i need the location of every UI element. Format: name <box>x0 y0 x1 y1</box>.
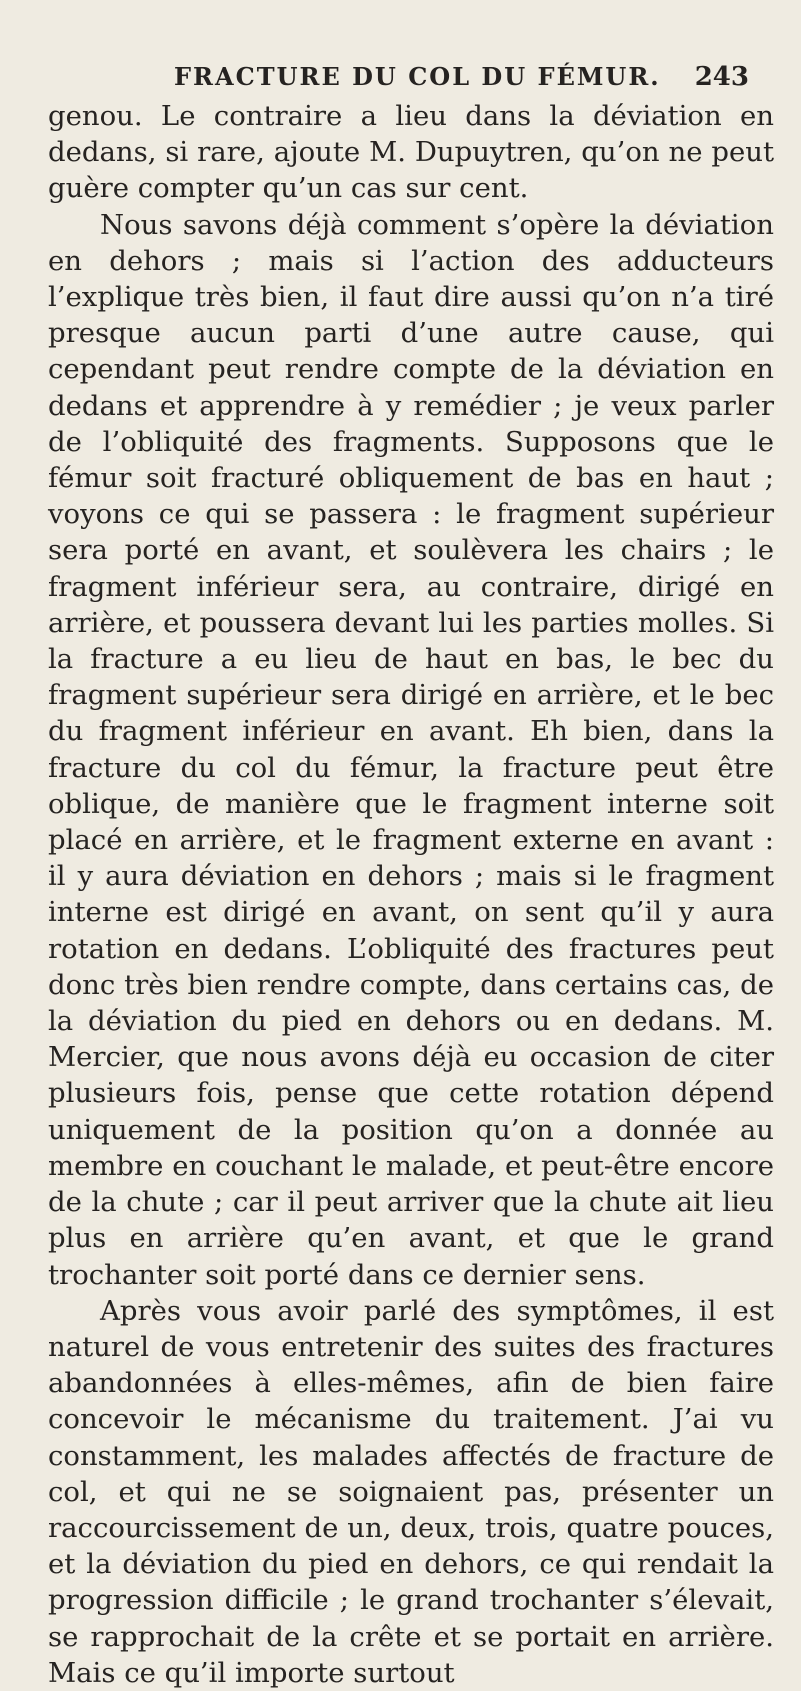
paragraph-continued: genou. Le contraire a lieu dans la déviation en dedans, si rare, ajoute M. Dupuytren, qu’on ne peut guère compter qu’un cas sur cent. <box>48 100 774 205</box>
running-head <box>0 62 801 98</box>
paragraph-obliquity: Nous savons déjà comment s’opère la déviation en dehors ; mais si l’action des adducteurs l’explique très bien, il faut dire aussi qu’on n’a tiré presque aucun parti d’une autre cause, qui cependant peut rendre compte de la déviation en dedans et apprendre à y remédier ; je veux parler de l’obliquité des fragments. Supposons que le fémur soit fracturé obliquement de bas en haut ; voyons ce qui se passera : le fragment supérieur sera porté en avant, et soulèvera les chairs ; le fragment inférieur sera, au contraire, dirigé en arrière, et poussera devant lui les parties molles. Si la fracture a eu lieu de haut en bas, le bec du fragment supérieur sera dirigé en arrière, et le bec du fragment inférieur en avant. Eh bien, dans la fracture du col du fémur, la fracture peut être oblique, de manière que le fragment interne soit placé en arrière, et le fragment externe en avant : il y aura déviation en dehors ; mais si le fragment interne est dirigé en avant, on sent qu’il y aura rotation en dedans. L’obliquité des fractures peut donc très bien rendre compte, dans certains cas, de la déviation du pied en dehors ou en dedans. M. Mercier, que nous avons déjà eu occasion de citer plusieurs fois, pense que cette rotation dépend uniquement de la position qu’on a donnée au membre en couchant le malade, et peut-être encore de la chute ; car il peut arriver que la chute ait lieu plus en arrière qu’en avant, et que le grand trochanter soit porté dans ce dernier sens. <box>48 208 774 1291</box>
body-text <box>48 98 774 1691</box>
paragraph-consequences: Après vous avoir parlé des symptômes, il est naturel de vous entretenir des suites des fractures abandonnées à elles-mêmes, afin de bien faire concevoir le mécanisme du traitement. J’ai vu constamment, les malades affectés de fracture de col, et qui ne se soignaient pas, présenter un raccourcissement de un, deux, trois, quatre pouces, et la déviation du pied en dehors, ce qui rendait la progression difficile ; le grand trochanter s’élevait, se rapprochait de la crête et se portait en arrière. Mais ce qu’il importe surtout <box>48 1294 774 1689</box>
running-title: FRACTURE DU COL DU FÉMUR. <box>174 62 661 91</box>
page-number: 243 <box>694 62 749 92</box>
